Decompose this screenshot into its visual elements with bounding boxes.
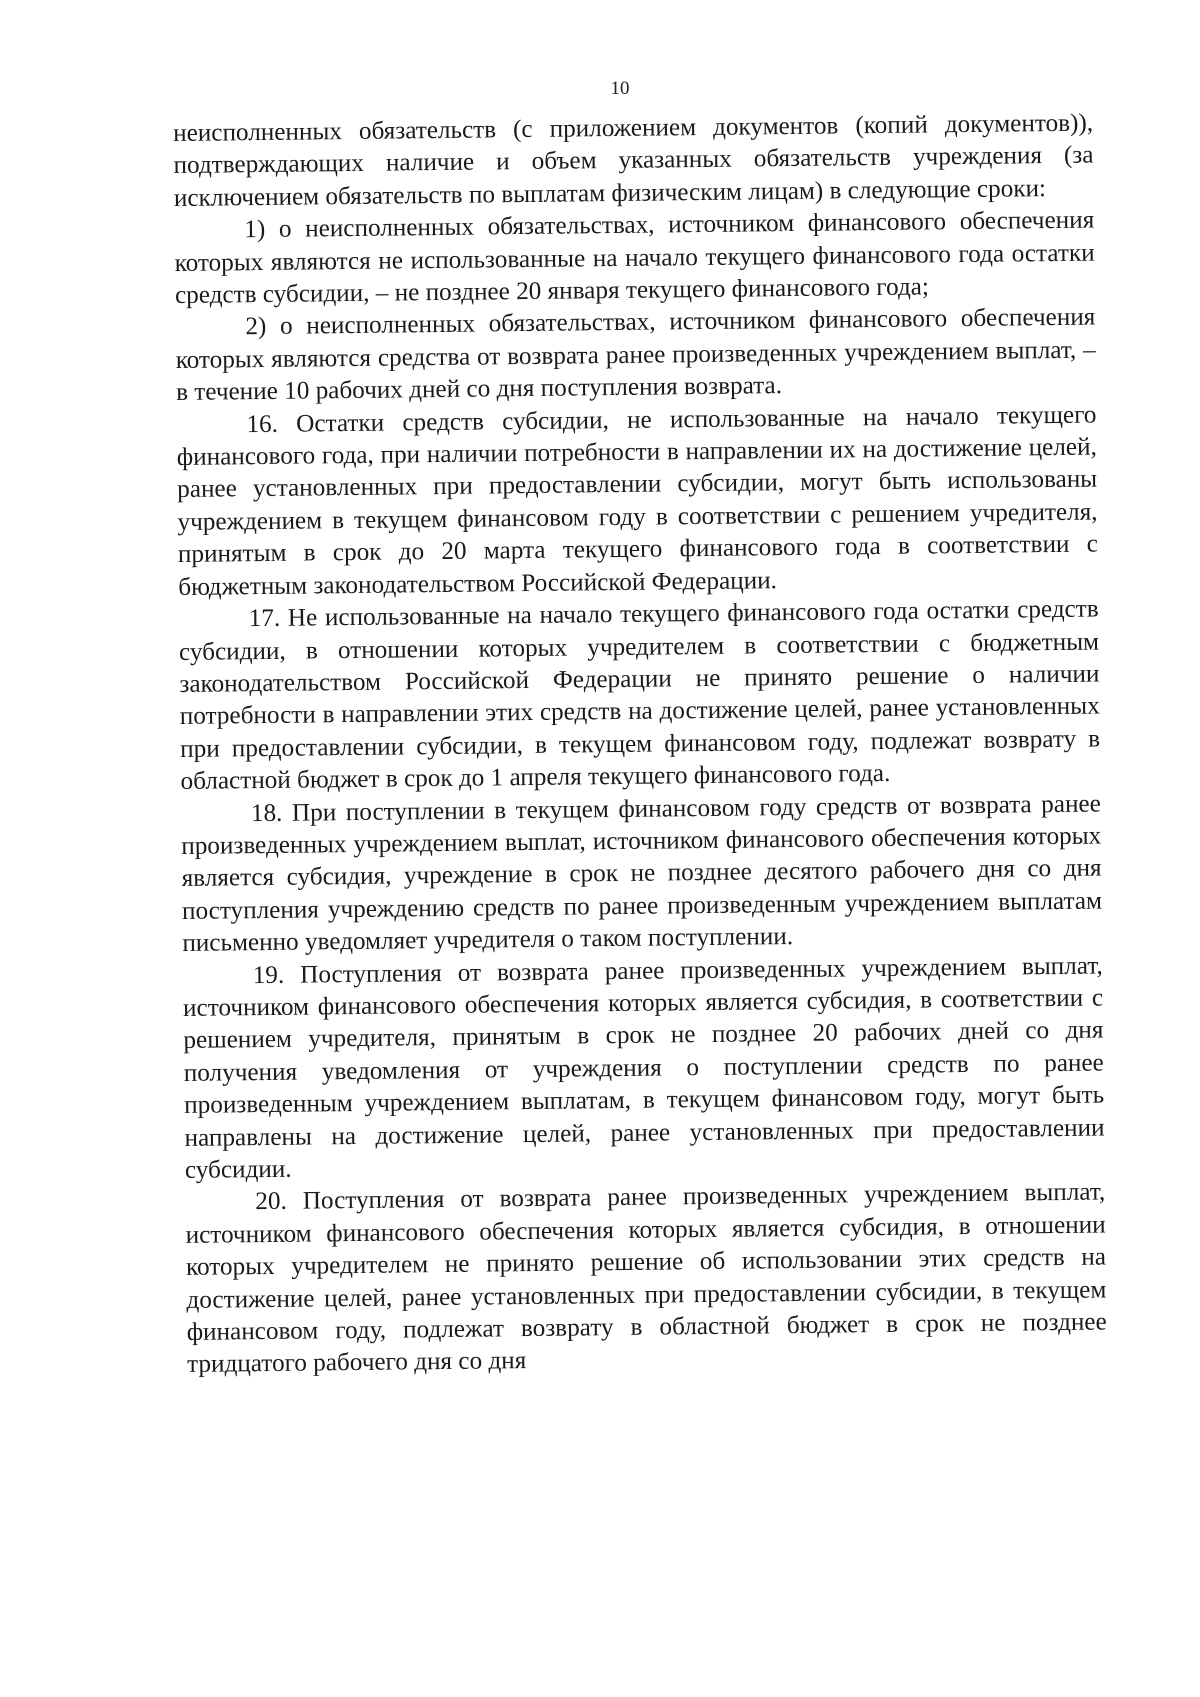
- paragraph-continuation: неисполненных обязательств (с приложением документов (копий документов)), подтверждающих наличие и объем указанных обязательств учреждения (за исключением обязательств по выплатам физическим лицам) в следующие сроки:: [173, 109, 1094, 212]
- paragraph-subitem-1: 1) о неисполненных обязательствах, источником финансового обеспечения которых являются не использованные на начало текущего финансового года остатки средств субсидии, – не позднее 20 января текущего финансового года;: [174, 206, 1095, 310]
- paragraph-19: 19. Поступления от возврата ранее произведенных учреждением выплат, источником финансового обеспечения которых является субсидия, в соответствии с решением учредителя, принятым в срок не позднее 20 рабочих дней со дня получения уведомления от учреждения о поступлении средств по ранее произведенным учреждением выплатам, в текущем финансовом году, могут быть направлены на достижение целей, ранее установленных при предоставлении субсидии.: [182, 952, 1105, 1184]
- paragraph-17: 17. Не использованные на начало текущего финансового года остатки средств субсидии, в отношении которых учредителем в соответствии с бюджетным законодательством Российской Федерации не принято решение о наличии потребности в направлении этих средств на достижение целей, ранее установленных при предоставлении субсидии, в текущем финансовом году, подлежат возврату в областной бюджет в срок до 1 апреля текущего финансового года.: [178, 595, 1101, 796]
- page-number: 10: [610, 78, 630, 99]
- paragraph-16: 16. Остатки средств субсидии, не использованные на начало текущего финансового года, при наличии потребности в направлении их на достижение целей, ранее установленных при предоставлении субсидии, могут быть использованы учреждением в текущем финансовом году в соответствии с решением учредителя, принятым в срок до 20 марта текущего финансового года в соответствии с бюджетным законодательством Российской Федерации.: [176, 401, 1099, 601]
- document-body: [173, 108, 1107, 1382]
- paragraph-20: 20. Поступления от возврата ранее произведенных учреждением выплат, источником финансового обеспечения которых является субсидия, в отношении которых учредителем не принято решение об использовании этих средств на достижение целей, ранее установленных при предоставлении субсидии, в текущем финансовом году, подлежат возврату в областной бюджет в срок не позднее тридцатого рабочего дня со дня: [185, 1178, 1107, 1379]
- paragraph-subitem-2: 2) о неисполненных обязательствах, источником финансового обеспечения которых являются средства от возврата ранее произведенных учреждением выплат, – в течение 10 рабочих дней со дня поступления возврата.: [175, 303, 1096, 407]
- paragraph-18: 18. При поступлении в текущем финансовом году средств от возврата ранее произведенных учреждением выплат, источником финансового обеспечения которых является субсидия, учреждение в срок не позднее десятого рабочего дня со дня поступления учреждению средств по ранее произведенным учреждением выплатам письменно уведомляет учредителя о таком поступлении.: [181, 790, 1103, 958]
